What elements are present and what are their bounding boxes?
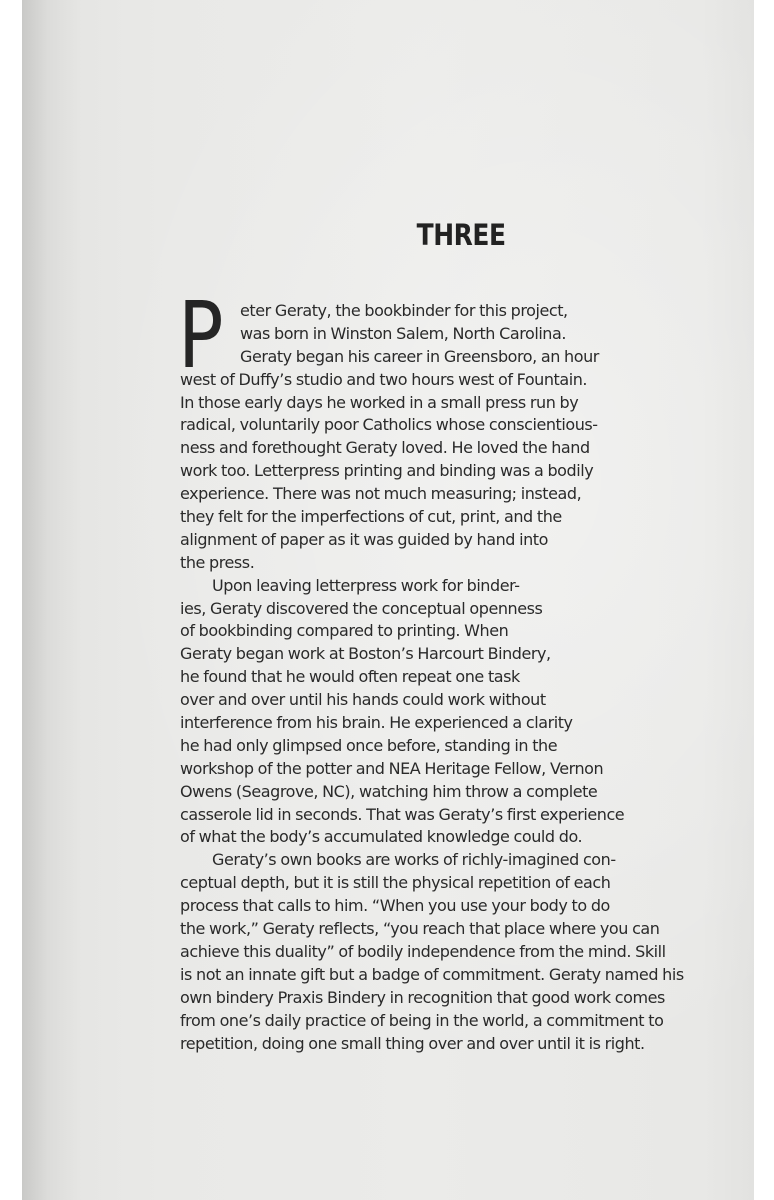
text-line: Geraty began work at Boston’s Harcourt Bindery, xyxy=(180,644,551,664)
text-line: process that calls to him. “When you use your body to do xyxy=(180,896,610,916)
text-line: of what the body’s accumulated knowledge could do. xyxy=(180,827,583,847)
text-line: alignment of paper as it was guided by hand into xyxy=(180,529,548,549)
text-line: experience. There was not much measuring; instead, xyxy=(180,484,582,504)
book-page xyxy=(22,0,754,1200)
text-line: In those early days he worked in a small press run by xyxy=(180,392,579,412)
body-text xyxy=(178,282,720,1055)
text-line: he found that he would often repeat one task xyxy=(180,667,520,687)
text-line: the press. xyxy=(180,552,255,572)
text-line: from one’s daily practice of being in the world, a commitment to xyxy=(180,1010,664,1030)
paragraph-2 xyxy=(180,575,720,850)
text-line: he had only glimpsed once before, standing in the xyxy=(180,735,558,755)
chapter-title: THREE xyxy=(416,218,506,252)
text-line: achieve this duality” of bodily independence from the mind. Skill xyxy=(180,941,666,961)
text-line: Upon leaving letterpress work for binder- xyxy=(212,575,520,595)
text-line: ness and forethought Geraty loved. He loved the hand xyxy=(180,438,590,458)
text-line: own bindery Praxis Bindery in recognition that good work comes xyxy=(180,987,665,1007)
text-line: workshop of the potter and NEA Heritage Fellow, Vernon xyxy=(180,758,604,778)
text-line: interference from his brain. He experienced a clarity xyxy=(180,713,573,733)
text-line: ies, Geraty discovered the conceptual openness xyxy=(180,598,543,618)
text-line: was born in Winston Salem, North Carolina. xyxy=(240,323,566,343)
text-line: west of Duffy’s studio and two hours west of Fountain. xyxy=(180,369,588,389)
text-line: of bookbinding compared to printing. When xyxy=(180,621,509,641)
text-line: Geraty began his career in Greensboro, an hour xyxy=(240,346,599,366)
drop-cap: P xyxy=(178,282,224,389)
paragraph-1 xyxy=(178,282,720,575)
text-line: work too. Letterpress printing and binding was a bodily xyxy=(180,461,594,481)
paragraph-3 xyxy=(180,849,720,1055)
text-line: is not an innate gift but a badge of commitment. Geraty named his xyxy=(180,964,684,984)
text-line: the work,” Geraty reflects, “you reach that place where you can xyxy=(180,919,660,939)
text-line: repetition, doing one small thing over and over until it is right. xyxy=(180,1033,645,1053)
text-line: over and over until his hands could work without xyxy=(180,690,546,710)
text-line: ceptual depth, but it is still the physical repetition of each xyxy=(180,873,611,893)
text-line: casserole lid in seconds. That was Geraty’s first experience xyxy=(180,804,625,824)
text-line: they felt for the imperfections of cut, print, and the xyxy=(180,507,562,527)
text-line: eter Geraty, the bookbinder for this project, xyxy=(240,301,568,320)
text-line: radical, voluntarily poor Catholics whose conscientious- xyxy=(180,415,598,435)
text-line: Owens (Seagrove, NC), watching him throw a complete xyxy=(180,781,598,801)
text-line: Geraty’s own books are works of richly-imagined con- xyxy=(212,850,616,870)
